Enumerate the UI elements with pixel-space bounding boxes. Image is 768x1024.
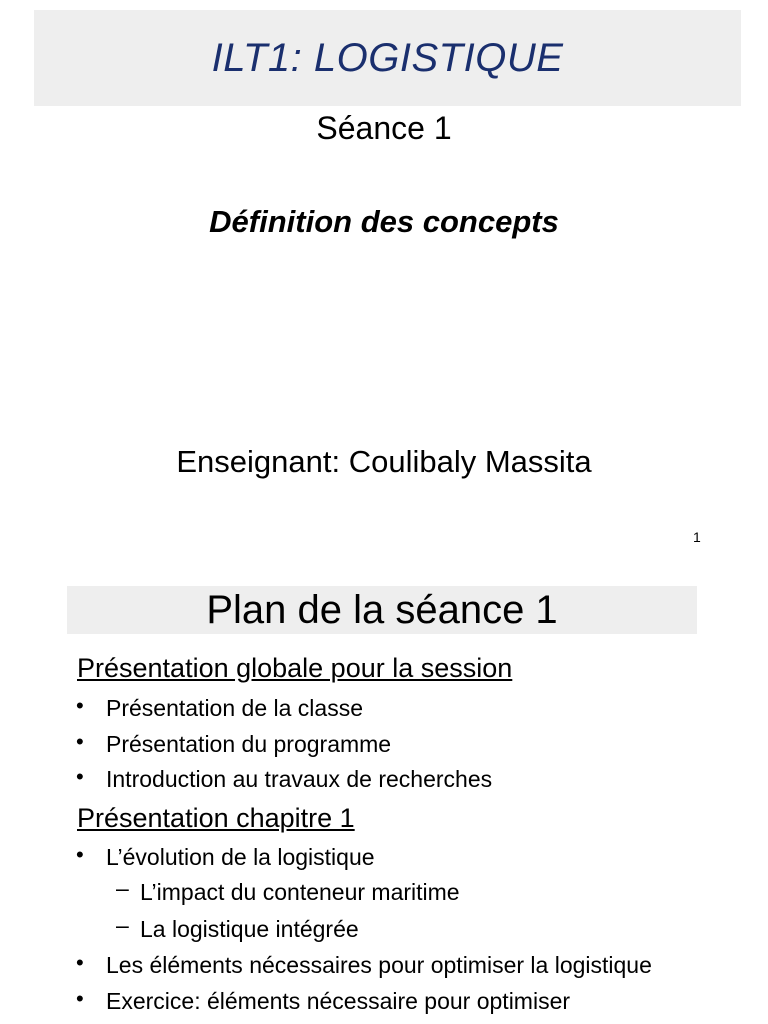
- list-item-text: Introduction au travaux de recherches: [106, 766, 493, 792]
- title-band: [67, 586, 697, 634]
- slide-subtitle: Définition des concepts: [209, 204, 559, 239]
- bullet-icon: •: [76, 842, 84, 867]
- page-number: 1: [693, 529, 701, 545]
- list-item-text: Les éléments nécessaires pour optimiser la logistique: [106, 952, 652, 978]
- list-item-text: Présentation du programme: [106, 731, 392, 757]
- bullet-icon: •: [76, 950, 84, 975]
- bullet-icon: •: [76, 764, 84, 789]
- slide-2: [0, 560, 768, 1024]
- teacher-name: Enseignant: Coulibaly Massita: [176, 444, 592, 479]
- slide-title: Plan de la séance 1: [206, 587, 558, 632]
- sub-list-item-text: L’impact du conteneur maritime: [140, 879, 460, 905]
- session-label: Séance 1: [316, 110, 452, 146]
- list-item-text: Exercice: éléments nécessaire pour optimiser: [106, 988, 571, 1014]
- section-heading: Présentation chapitre 1: [77, 803, 355, 833]
- section-heading: Présentation globale pour la session: [77, 653, 513, 683]
- dash-icon: –: [116, 875, 129, 901]
- sub-list-item-text: La logistique intégrée: [140, 916, 359, 942]
- slide-title: ILT1: LOGISTIQUE: [211, 35, 564, 80]
- bullet-icon: •: [76, 986, 84, 1011]
- bullet-icon: •: [76, 729, 84, 754]
- list-item-text: Présentation de la classe: [106, 695, 363, 721]
- list-item-text: L’évolution de la logistique: [106, 844, 375, 870]
- dash-icon: –: [116, 912, 129, 938]
- title-band: [34, 10, 741, 106]
- bullet-icon: •: [76, 693, 84, 718]
